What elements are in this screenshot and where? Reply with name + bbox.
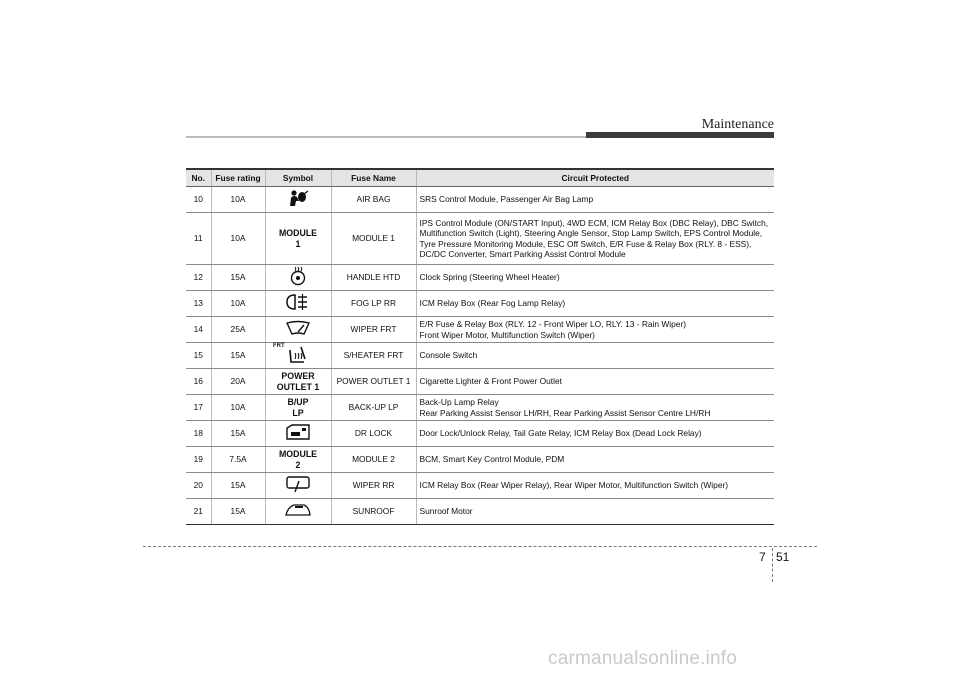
- circuit-protected-cell: Door Lock/Unlock Relay, Tail Gate Relay, ICM Relay Box (Dead Lock Relay): [416, 421, 774, 447]
- fuse-number-cell: 14: [186, 317, 211, 343]
- symbol-label: FRT: [273, 343, 285, 350]
- fuse-number-cell: 13: [186, 291, 211, 317]
- fuse-symbol-cell: [265, 213, 331, 265]
- fuse-rating-cell: 7.5A: [211, 447, 265, 473]
- fuse-rating-cell: 15A: [211, 421, 265, 447]
- table-row: [186, 421, 774, 447]
- circuit-protected-cell: SRS Control Module, Passenger Air Bag Lamp: [416, 187, 774, 213]
- fuse-symbol-cell: [265, 291, 331, 317]
- fuse-symbol-cell: [265, 395, 331, 421]
- table-header-row: [186, 169, 774, 187]
- airbag-icon: [285, 189, 311, 207]
- fuse-number-cell: 17: [186, 395, 211, 421]
- fuse-rating-cell: 15A: [211, 265, 265, 291]
- fuse-rating-cell: 15A: [211, 343, 265, 369]
- circuit-protected-cell: Back-Up Lamp Relay Rear Parking Assist Sensor LH/RH, Rear Parking Assist Sensor Centre LH/RH: [416, 395, 774, 421]
- table-row: [186, 395, 774, 421]
- table-row: [186, 187, 774, 213]
- fuse-symbol-cell: [265, 499, 331, 525]
- section-title: Maintenance: [701, 117, 774, 132]
- fuse-rating-cell: 10A: [211, 213, 265, 265]
- fuse-number-cell: 11: [186, 213, 211, 265]
- symbol-label: MODULE 2: [278, 449, 318, 470]
- table-row: [186, 265, 774, 291]
- circuit-protected-cell: ICM Relay Box (Rear Fog Lamp Relay): [416, 291, 774, 317]
- circuit-protected-cell: Cigarette Lighter & Front Power Outlet: [416, 369, 774, 395]
- header-rule-accent: [586, 132, 774, 138]
- watermark-text: carmanualsonline.info: [548, 648, 738, 669]
- column-header: No.: [186, 169, 211, 187]
- circuit-protected-cell: BCM, Smart Key Control Module, PDM: [416, 447, 774, 473]
- symbol-label: MODULE 1: [278, 228, 318, 249]
- fuse-rating-cell: 25A: [211, 317, 265, 343]
- column-header: Fuse Name: [331, 169, 416, 187]
- symbol-label: POWER OUTLET 1: [276, 371, 320, 392]
- fuse-name-cell: MODULE 1: [331, 213, 416, 265]
- fuse-rating-cell: 15A: [211, 473, 265, 499]
- column-header: Fuse rating: [211, 169, 265, 187]
- rear-fog-lamp-icon: [285, 293, 311, 311]
- fuse-name-cell: S/HEATER FRT: [331, 343, 416, 369]
- fuse-symbol-cell: [265, 421, 331, 447]
- fuse-rating-cell: 10A: [211, 395, 265, 421]
- fuse-name-cell: DR LOCK: [331, 421, 416, 447]
- table-row: [186, 499, 774, 525]
- circuit-protected-cell: Sunroof Motor: [416, 499, 774, 525]
- circuit-protected-cell: Clock Spring (Steering Wheel Heater): [416, 265, 774, 291]
- fuse-symbol-cell: [265, 265, 331, 291]
- fuse-name-cell: FOG LP RR: [331, 291, 416, 317]
- column-header: Symbol: [265, 169, 331, 187]
- door-lock-icon: [285, 423, 311, 441]
- front-seat-heater-icon: [273, 343, 309, 364]
- fuse-number-cell: 20: [186, 473, 211, 499]
- table-row: [186, 473, 774, 499]
- footer-rule: [143, 546, 817, 547]
- circuit-protected-cell: E/R Fuse & Relay Box (RLY. 12 - Front Wiper LO, RLY. 13 - Rain Wiper) Front Wiper Motor, Multifunction Switch (Wiper): [416, 317, 774, 343]
- front-wiper-icon: [285, 320, 311, 336]
- fuse-symbol-cell: [265, 473, 331, 499]
- sunroof-icon: [284, 502, 312, 518]
- fuse-name-cell: SUNROOF: [331, 499, 416, 525]
- fuse-symbol-cell: [265, 369, 331, 395]
- header-rule: [186, 136, 586, 138]
- rear-wiper-icon: [285, 475, 311, 493]
- fuse-rating-cell: 20A: [211, 369, 265, 395]
- fuse-table: [186, 168, 774, 525]
- column-header: Circuit Protected: [416, 169, 774, 187]
- fuse-name-cell: AIR BAG: [331, 187, 416, 213]
- fuse-name-cell: POWER OUTLET 1: [331, 369, 416, 395]
- fuse-number-cell: 10: [186, 187, 211, 213]
- fuse-name-cell: HANDLE HTD: [331, 265, 416, 291]
- fuse-symbol-cell: [265, 447, 331, 473]
- circuit-protected-cell: IPS Control Module (ON/START Input), 4WD ECM, ICM Relay Box (DBC Relay), DBC Switch, Multifunction Switch (Light), Steering Angle Sensor, Stop Lamp Switch, EPS Control Module, Tyre Pressure Monitoring Module, ESC Off Switch, E/R Fuse & Relay Box (RLY. 8 - ESS), DC/DC Converter, Smart Parking Assist Control Module: [416, 213, 774, 265]
- fuse-name-cell: WIPER RR: [331, 473, 416, 499]
- fuse-name-cell: MODULE 2: [331, 447, 416, 473]
- fuse-symbol-cell: [265, 187, 331, 213]
- fuse-number-cell: 18: [186, 421, 211, 447]
- page-number-separator: [772, 548, 773, 582]
- heated-steering-wheel-icon: [288, 266, 308, 286]
- fuse-name-cell: BACK-UP LP: [331, 395, 416, 421]
- page-number: 51: [776, 550, 790, 564]
- circuit-protected-cell: ICM Relay Box (Rear Wiper Relay), Rear Wiper Motor, Multifunction Switch (Wiper): [416, 473, 774, 499]
- table-row: [186, 291, 774, 317]
- fuse-number-cell: 16: [186, 369, 211, 395]
- chapter-number: 7: [759, 550, 766, 564]
- fuse-rating-cell: 10A: [211, 187, 265, 213]
- fuse-name-cell: WIPER FRT: [331, 317, 416, 343]
- fuse-rating-cell: 15A: [211, 499, 265, 525]
- table-row: [186, 213, 774, 265]
- fuse-symbol-cell: [265, 343, 331, 369]
- fuse-symbol-cell: [265, 317, 331, 343]
- fuse-rating-cell: 10A: [211, 291, 265, 317]
- table-row: [186, 447, 774, 473]
- table-row: [186, 343, 774, 369]
- symbol-label: B/UP LP: [287, 397, 309, 418]
- circuit-protected-cell: Console Switch: [416, 343, 774, 369]
- table-row: [186, 317, 774, 343]
- fuse-number-cell: 19: [186, 447, 211, 473]
- fuse-number-cell: 15: [186, 343, 211, 369]
- fuse-number-cell: 12: [186, 265, 211, 291]
- table-row: [186, 369, 774, 395]
- fuse-number-cell: 21: [186, 499, 211, 525]
